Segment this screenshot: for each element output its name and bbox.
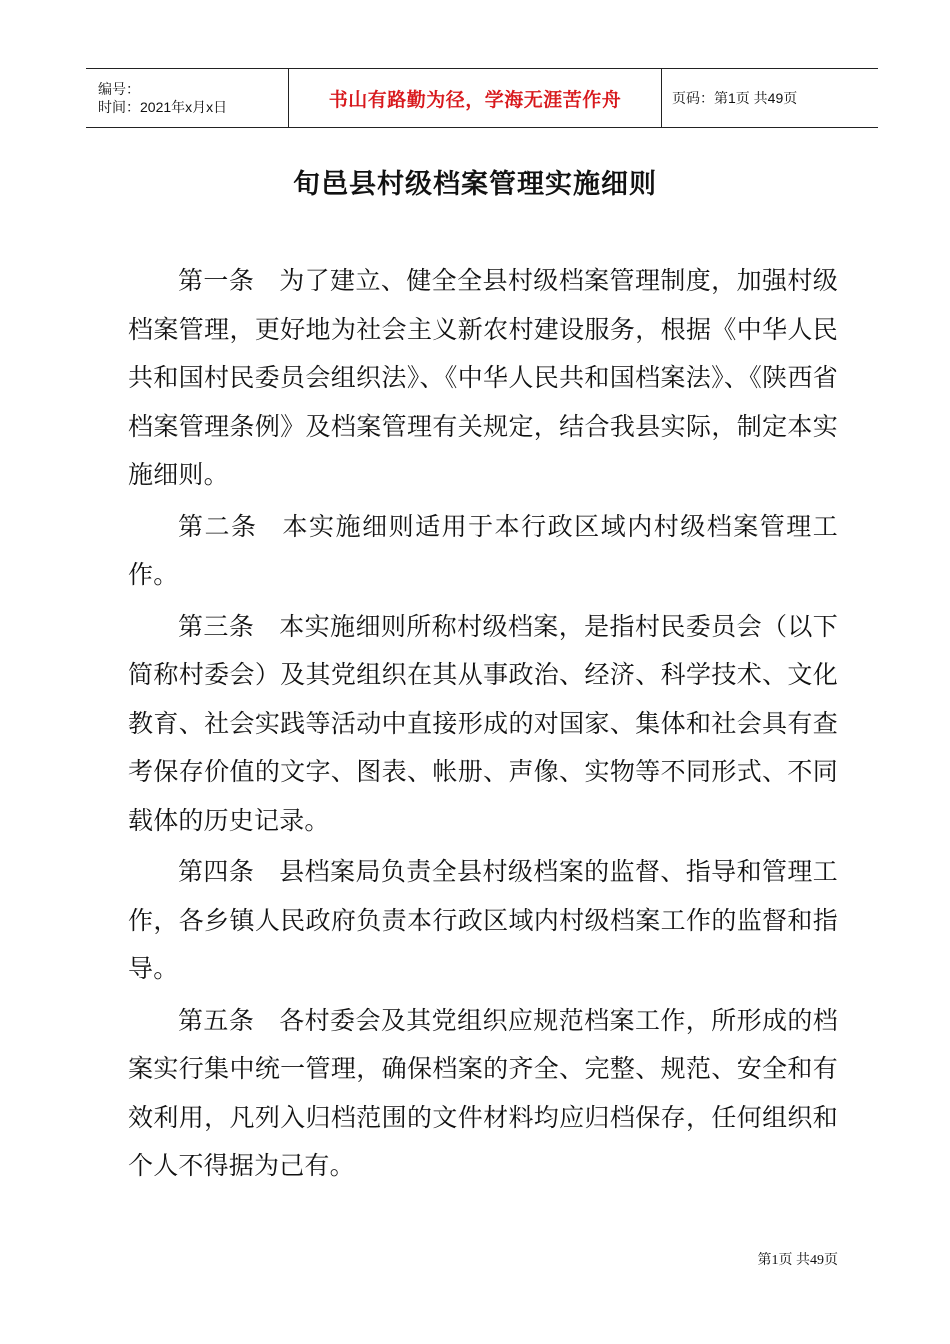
header-time-label: 时间：2021年x月x日 — [98, 99, 228, 115]
article-text: 本实施细则适用于本行政区域内村级档案管理工作。 — [128, 511, 838, 589]
article-paragraph — [128, 257, 838, 500]
article-text: 县档案局负责全县村级档案的监督、指导和管理工作，各乡镇人民政府负责本行政区域内村级档案工作的监督和指导。 — [128, 857, 838, 983]
article-number: 第二条 — [178, 511, 258, 541]
article-paragraph — [128, 997, 838, 1191]
article-number: 第一条 — [178, 266, 255, 295]
page-header — [86, 68, 878, 128]
document-title: 旬邑县村级档案管理实施细则 — [293, 169, 657, 200]
article-paragraph — [128, 848, 838, 994]
header-meta — [86, 69, 288, 127]
header-number-label: 编号： — [98, 81, 140, 97]
article-text: 为了建立、健全全县村级档案管理制度，加强村级档案管理，更好地为社会主义新农村建设服务，根据《中华人民共和国村民委员会组织法》、《中华人民共和国档案法》、《陕西省档案管理条例》及档案管理有关规定，结合我县实际，制定本实施细则。 — [128, 266, 838, 489]
article-number: 第四条 — [178, 857, 255, 886]
article-text: 各村委会及其党组织应规范档案工作，所形成的档案实行集中统一管理，确保档案的齐全、完整、规范、安全和有效利用，凡列入归档范围的文件材料均应归档保存，任何组织和个人不得据为己有。 — [128, 1005, 838, 1180]
article-text: 本实施细则所称村级档案，是指村民委员会（以下简称村委会）及其党组织在其从事政治、经济、科学技术、文化教育、社会实践等活动中直接形成的对国家、集体和社会具有查考保存价值的文字、图表、帐册、声像、实物等不同形式、不同载体的历史记录。 — [128, 611, 838, 835]
header-motto: 书山有路勤为径，学海无涯苦作舟 — [288, 69, 662, 127]
article-paragraph — [128, 503, 838, 600]
article-paragraph — [128, 603, 838, 846]
header-page-label: 页码：第1页 共49页 — [672, 90, 798, 106]
article-number: 第三条 — [178, 611, 255, 641]
document-body — [128, 257, 838, 1194]
article-number: 第五条 — [178, 1005, 255, 1035]
page-footer: 第1页 共49页 — [757, 1253, 838, 1268]
